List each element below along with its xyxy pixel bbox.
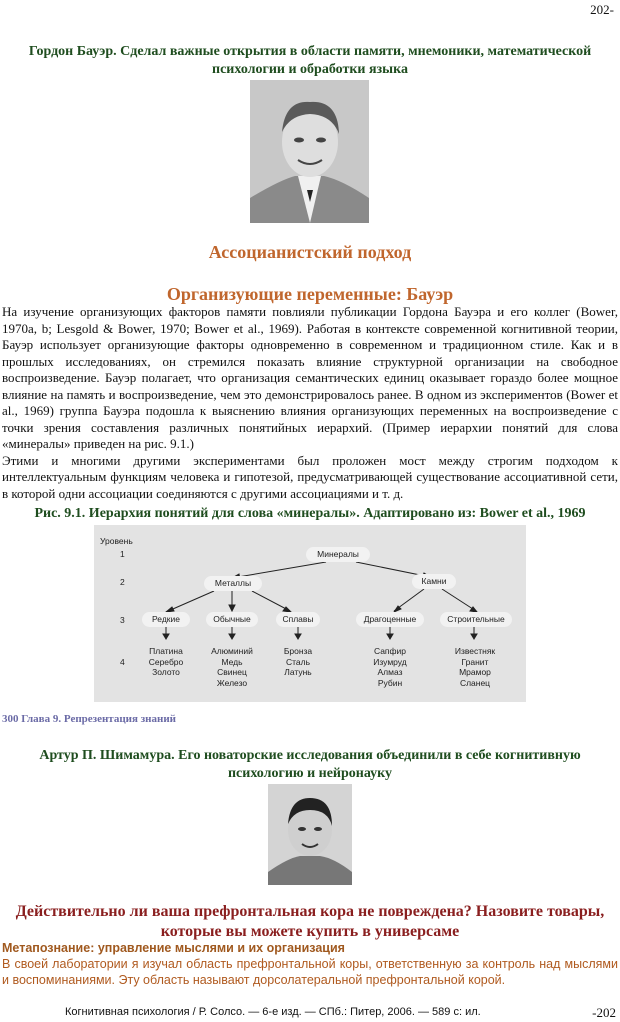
footer-citation: Когнитивная психология / Р. Солсо. — 6-е изд. — СПб.: Питер, 2006. — 589 с: ил. bbox=[65, 1006, 481, 1018]
leaf: Алмаз bbox=[377, 667, 403, 677]
page-number-bottom: -202 bbox=[592, 1005, 616, 1020]
bauer-photo bbox=[250, 80, 369, 223]
paragraph-2: Этими и многими другими экспериментами был проложен мост между строгим подходом к интеллектуальным функциям человека и гипотезой, предусматривающей существование ассоциативной сети, в которой одни ассоциации соединяются с другими ассоциациями и т. д. bbox=[2, 452, 618, 501]
leaves-rare bbox=[141, 646, 191, 678]
leaves-building bbox=[444, 646, 506, 688]
leaf: Бронза bbox=[283, 646, 313, 656]
bauer-caption-line-2: психологии и обработки языка bbox=[212, 62, 408, 77]
node-root: Минералы bbox=[306, 547, 370, 562]
body-text bbox=[2, 304, 618, 502]
leaf: Золото bbox=[152, 667, 180, 677]
leaf: Сланец bbox=[459, 677, 491, 688]
leaf: Сапфир bbox=[373, 646, 407, 656]
leaf: Мрамор bbox=[459, 667, 491, 677]
section-title: Ассоцианистский подход bbox=[208, 242, 412, 262]
page-number-top: 202- bbox=[590, 2, 614, 17]
leaf: Рубин bbox=[377, 677, 403, 688]
leaves-precious bbox=[362, 646, 418, 688]
leaf: Изумруд bbox=[373, 656, 407, 667]
bauer-caption-line-1: Гордон Бауэр. Сделал важные открытия в области памяти, мнемоники, математической bbox=[28, 44, 592, 59]
shimamura-caption-line-2: психологию и нейронауку bbox=[227, 766, 393, 781]
level-1-label: 1 bbox=[120, 549, 125, 559]
leaves-common bbox=[202, 646, 262, 688]
node-precious: Драгоценные bbox=[356, 612, 424, 627]
shimamura-caption bbox=[0, 747, 620, 783]
arrow-stones-building bbox=[442, 589, 476, 611]
leaf: Свинец bbox=[217, 667, 247, 677]
bauer-caption bbox=[0, 43, 620, 79]
leaf: Серебро bbox=[148, 656, 184, 667]
box-title-line-2: которые вы можете купить в универсаме bbox=[160, 923, 460, 940]
running-head: 300 Глава 9. Репрезентация знаний bbox=[2, 713, 176, 725]
box-title-line-1: Действительно ли ваша префронтальная кора не повреждена? Назовите товары, bbox=[15, 903, 605, 920]
leaf: Латунь bbox=[284, 667, 312, 677]
node-common: Обычные bbox=[206, 612, 258, 627]
shimamura-caption-line-1: Артур П. Шимамура. Его новаторские исследования объединили в себе когнитивную bbox=[39, 748, 581, 763]
level-4-label: 4 bbox=[120, 657, 125, 667]
mineral-hierarchy-diagram bbox=[94, 525, 526, 702]
box-subtitle: Метапознание: управление мыслями и их организация bbox=[2, 941, 345, 955]
paragraph-1: На изучение организующих факторов памяти повлияли публикации Гордона Бауэра и его коллег (Bower, 1970a, b; Lesgold & Bower, 1970; Bower et al., 1969). Работая в контексте современной когнитивной теории, Бауэр использует организующие факторы одновременно в современном и традиционном стиле. Как и в прошлых исследованиях, он стремился показать влияние структурной организации на свободное воспроизведение. Бауэр полагает, что организация семантических единиц оказывает гораздо более мощное влияние на память и воспроизведение, чем это демонстрировалось ранее. В одном из экспериментов (Bower et al., 1969) группа Бауэра подошла к выяснению влияния организующих переменных на воспроизведение с точки зрения составления различных понятийных иерархий. (Пример иерархии понятий для слова «минералы» приведен на рис. 9.1.) bbox=[2, 304, 618, 451]
leaf: Алюминий bbox=[211, 646, 253, 656]
node-metals: Металлы bbox=[204, 576, 262, 591]
box-title bbox=[0, 902, 620, 942]
leaf: Медь bbox=[221, 656, 243, 667]
leaves-alloys bbox=[273, 646, 323, 678]
box-text: В своей лаборатории я изучал область префронтальной коры, ответственную за контроль над мыслями и воспоминаниями. Эту область называют дорсолатеральной префронтальной корой. bbox=[2, 957, 618, 987]
node-building: Строительные bbox=[440, 612, 512, 627]
leaf: Известняк bbox=[454, 646, 496, 656]
node-stones: Камни bbox=[412, 574, 456, 589]
level-header: Уровень bbox=[100, 536, 133, 546]
node-alloys: Сплавы bbox=[276, 612, 320, 627]
arrow-metals-alloys bbox=[252, 591, 290, 611]
leaf: Платина bbox=[149, 646, 183, 656]
level-2-label: 2 bbox=[120, 577, 125, 587]
leaf: Железо bbox=[216, 677, 248, 688]
node-rare: Редкие bbox=[142, 612, 190, 627]
leaf: Гранит bbox=[461, 656, 489, 667]
subsection-title: Организующие переменные: Бауэр bbox=[166, 284, 454, 304]
leaf: Сталь bbox=[285, 656, 311, 667]
figure-caption: Рис. 9.1. Иерархия понятий для слова «минералы». Адаптировано из: Bower et al., 1969 bbox=[34, 506, 586, 521]
shimamura-photo bbox=[268, 784, 352, 885]
level-3-label: 3 bbox=[120, 615, 125, 625]
